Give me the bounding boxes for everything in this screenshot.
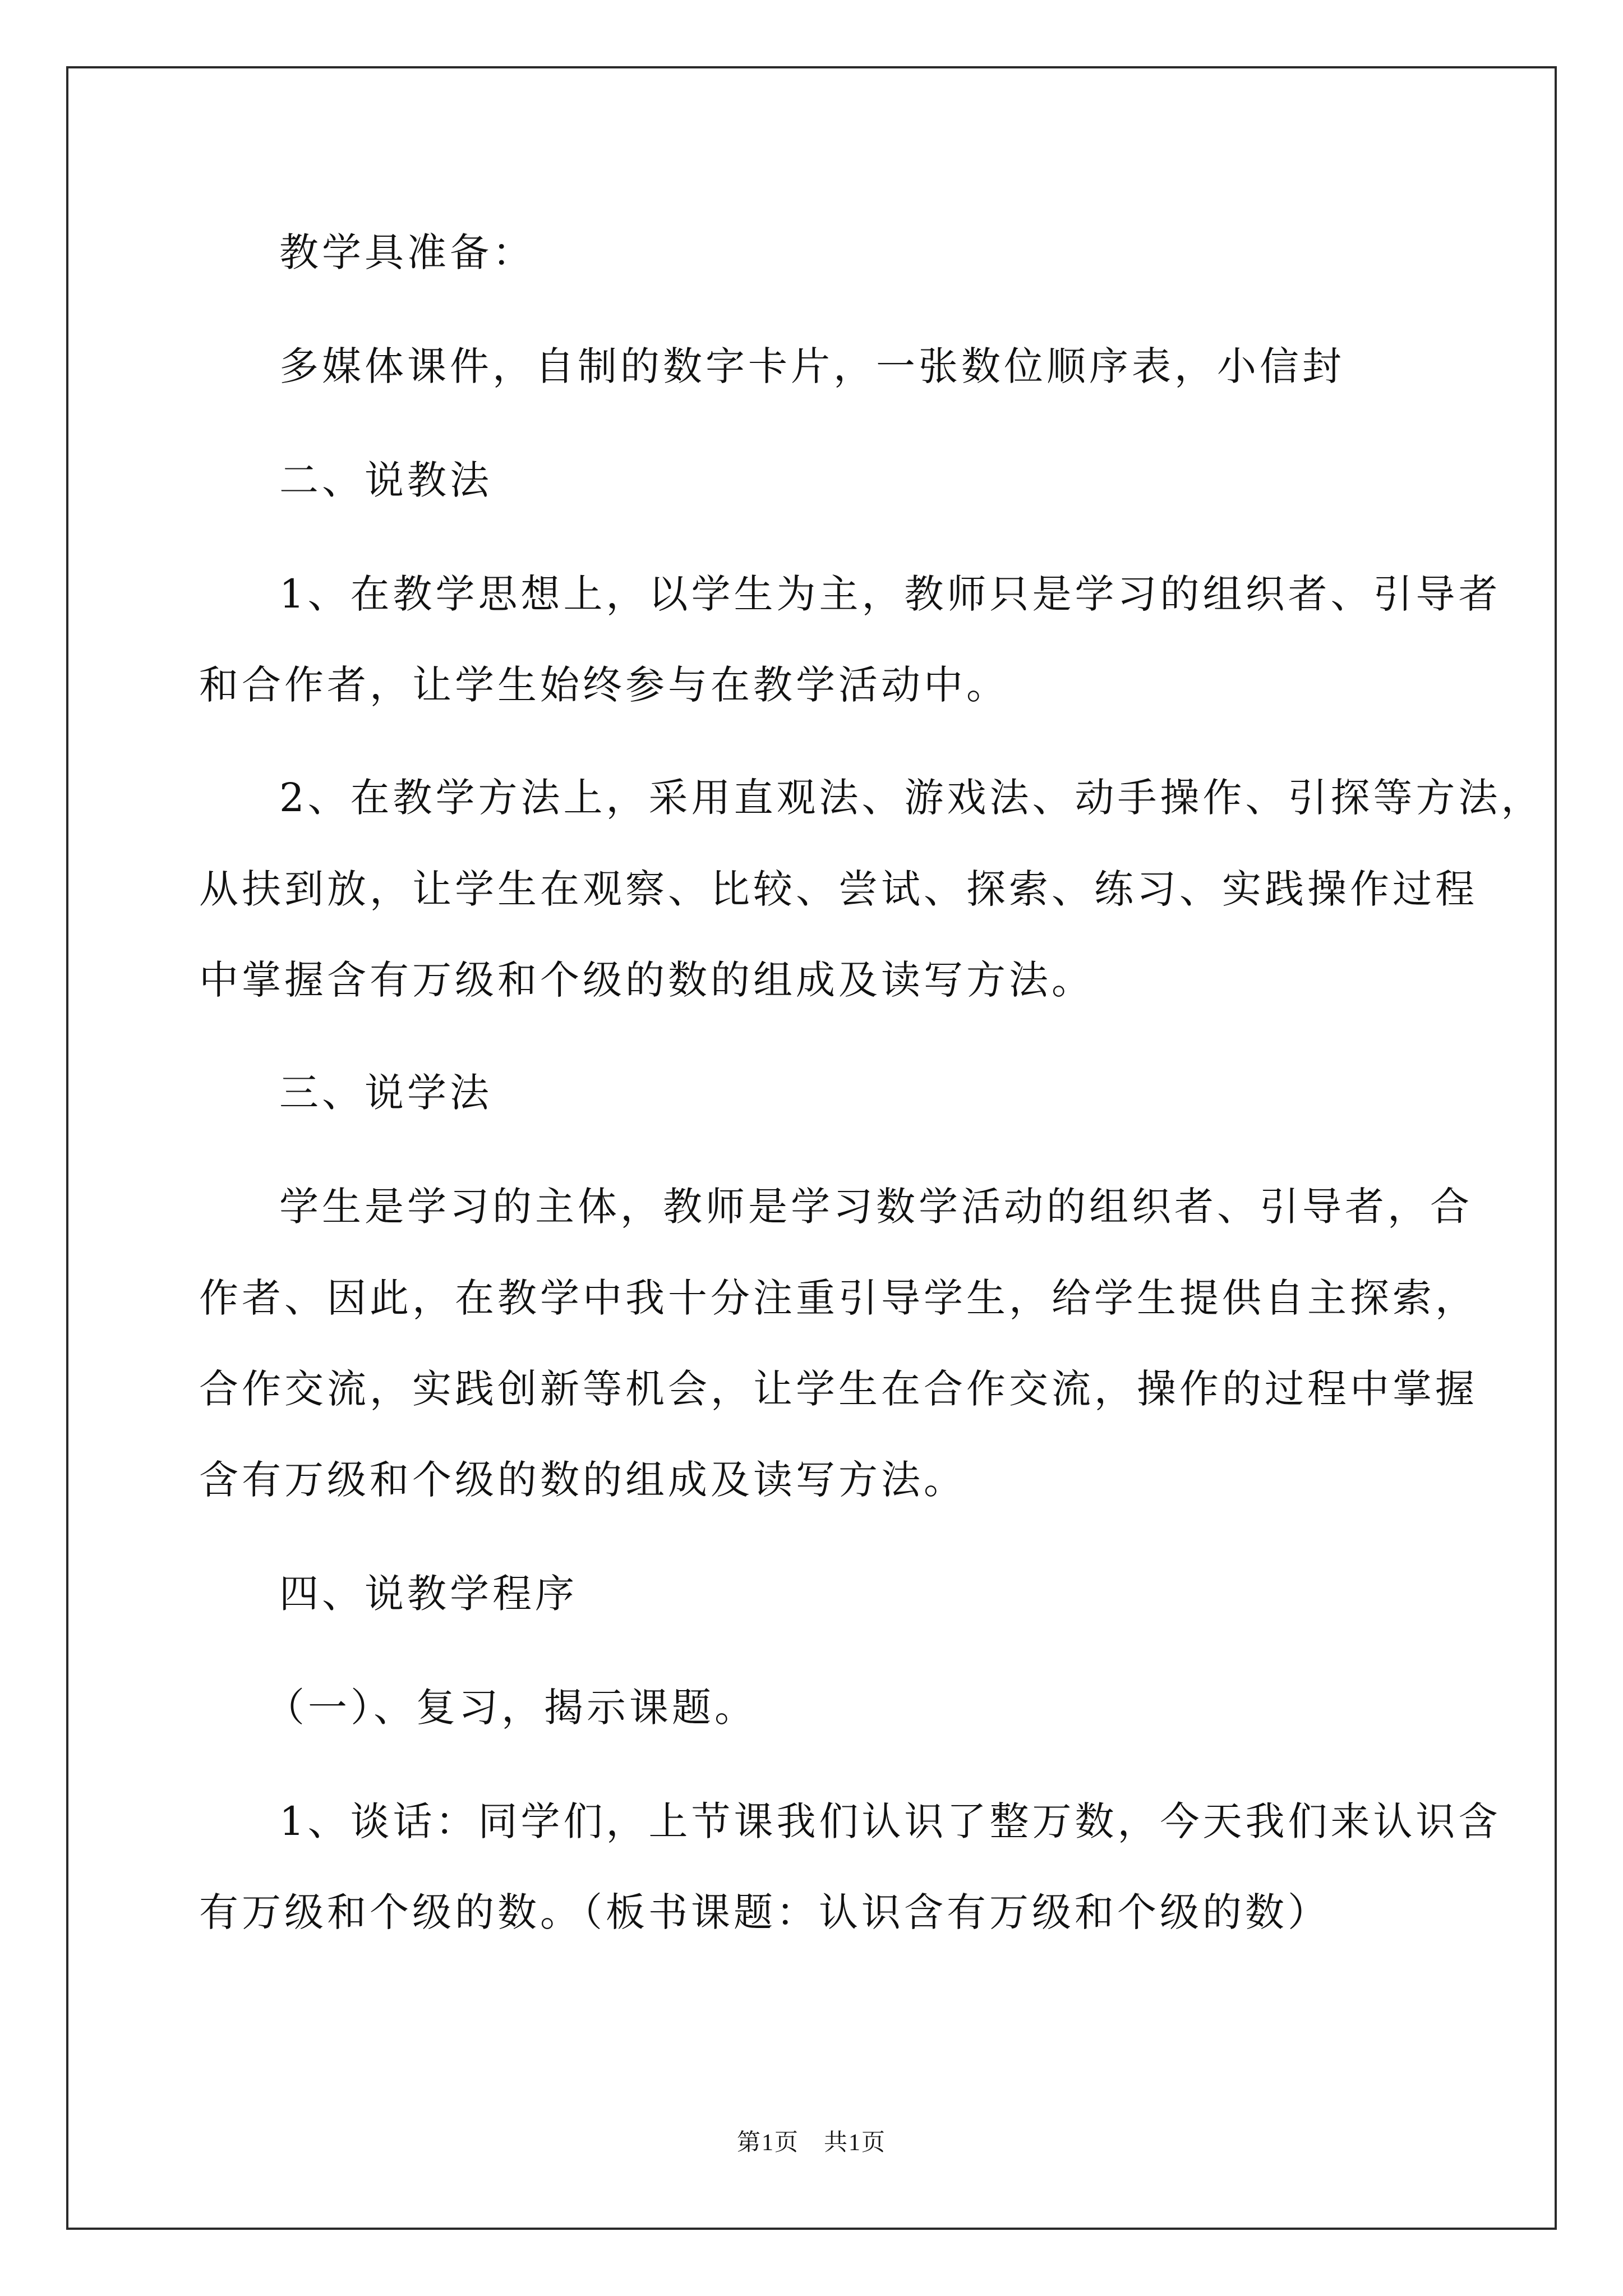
text-line: 教学具准备：	[279, 229, 535, 275]
text-line: 2、在教学方法上，采用直观法、游戏法、动手操作、引探等方法，	[279, 775, 1544, 821]
text-line: 从扶到放，让学生在观察、比较、尝试、探索、练习、实践操作过程	[199, 866, 1478, 912]
text-line: 作者、因此，在教学中我十分注重引导学生，给学生提供自主探索，	[199, 1275, 1478, 1321]
text-line: 含有万级和个级的数的组成及读写方法。	[199, 1457, 966, 1503]
section-heading: 三、说学法	[279, 1070, 492, 1116]
page-count: 共1页	[824, 2130, 887, 2156]
section-heading: 四、说教学程序	[279, 1571, 578, 1617]
subsection-heading: （一）、复习，揭示课题。	[265, 1685, 757, 1731]
text-line: 有万级和个级的数。（板书课题：认识含有万级和个级的数）	[199, 1889, 1330, 1935]
page-footer	[0, 2126, 1623, 2160]
text-line: 多媒体课件，自制的数字卡片，一张数位顺序表，小信封	[279, 343, 1345, 389]
text-line: 中掌握含有万级和个级的数的组成及读写方法。	[199, 957, 1094, 1003]
text-line: 学生是学习的主体，教师是学习数学活动的组织者、引导者，合	[279, 1184, 1473, 1230]
text-line: 1、谈话：同学们，上节课我们认识了整万数，今天我们来认识含	[279, 1798, 1501, 1844]
text-line: 1、在教学思想上，以学生为主，教师只是学习的组织者、引导者	[279, 571, 1501, 617]
section-heading: 二、说教法	[279, 457, 492, 503]
page-number: 第1页	[736, 2130, 799, 2156]
text-line: 和合作者，让学生始终参与在教学活动中。	[199, 662, 1009, 708]
text-line: 合作交流，实践创新等机会，让学生在合作交流，操作的过程中掌握	[199, 1366, 1478, 1412]
